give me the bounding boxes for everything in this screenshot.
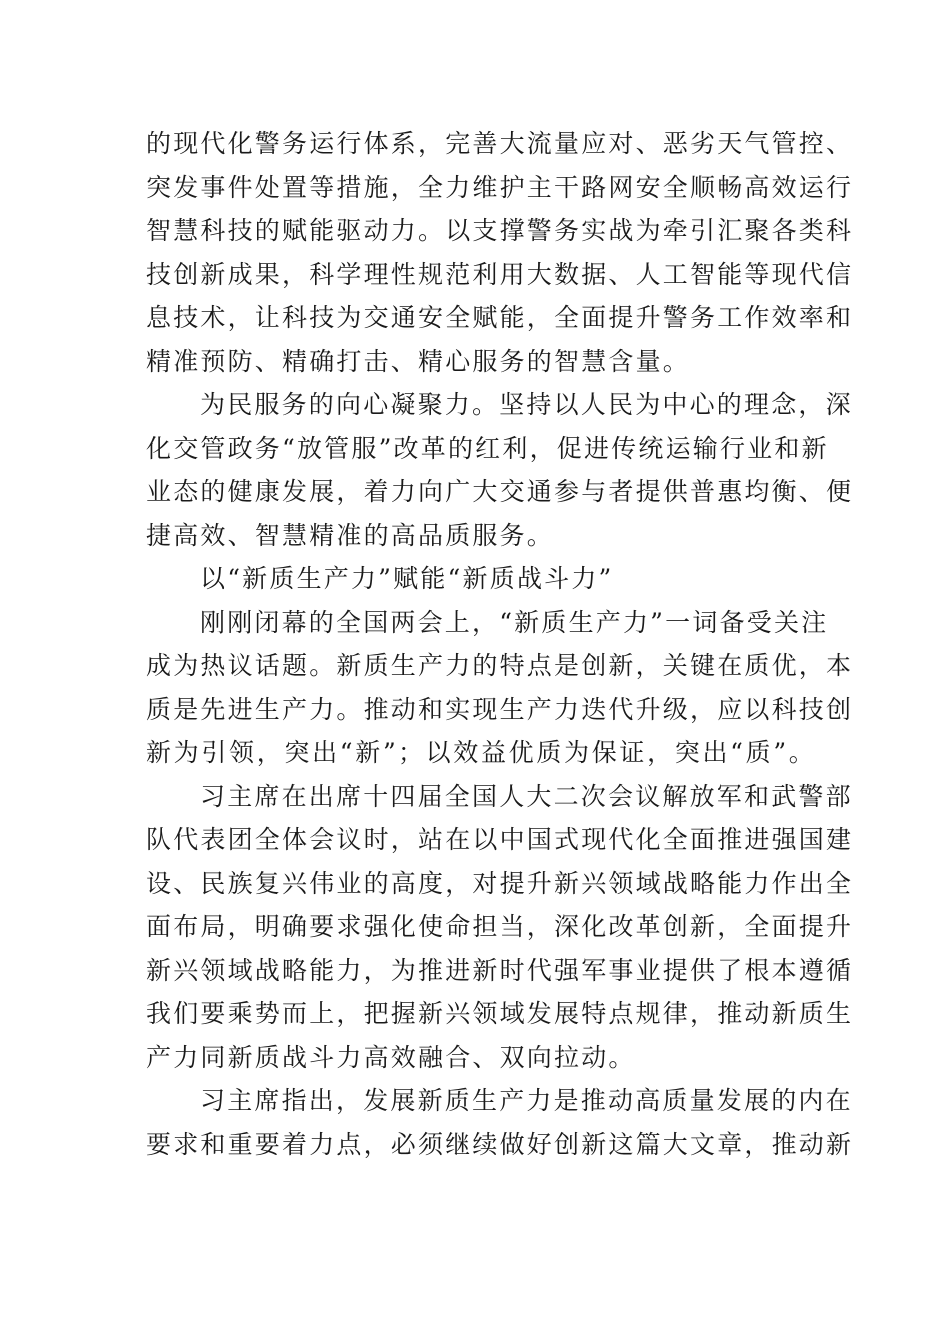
paragraph-first-line: 刚刚闭幕的全国两会上，“新质生产力”一词备受关注 bbox=[200, 607, 829, 637]
text-line: 精准预防、精确打击、精心服务的智慧含量。 bbox=[146, 346, 691, 376]
text-line: 队代表团全体会议时，站在以中国式现代化全面推进强国建 bbox=[146, 825, 854, 854]
text-line: 成为热议话题。新质生产力的特点是创新，关键在质优，本 bbox=[146, 651, 854, 680]
text-line: 的现代化警务运行体系，完善大流量应对、恶劣天气管控、 bbox=[146, 129, 854, 158]
text-line: 面布局，明确要求强化使命担当，深化改革创新，全面提升 bbox=[146, 912, 854, 941]
text-line: 捷高效、智慧精准的高品质服务。 bbox=[146, 520, 555, 550]
text-line: 产力同新质战斗力高效融合、双向拉动。 bbox=[146, 1042, 636, 1072]
text-line: 化交管政务“放管服”改革的红利，促进传统运输行业和新 bbox=[146, 433, 829, 463]
text-line: 息技术，让科技为交通安全赋能，全面提升警务工作效率和 bbox=[146, 303, 854, 332]
paragraph-first-line: 习主席在出席十四届全国人大二次会议解放军和武警部 bbox=[200, 781, 853, 811]
paragraph-first-line: 以“新质生产力”赋能“新质战斗力” bbox=[200, 564, 614, 593]
text-line: 新兴领域战略能力，为推进新时代强军事业提供了根本遵循 bbox=[146, 955, 854, 985]
text-line: 设、民族复兴伟业的高度，对提升新兴领域战略能力作出全 bbox=[146, 868, 854, 898]
text-line: 要求和重要着力点，必须继续做好创新这篇大文章，推动新 bbox=[146, 1129, 854, 1159]
paragraph-first-line: 为民服务的向心凝聚力。坚持以人民为中心的理念，深 bbox=[200, 390, 853, 419]
text-line: 突发事件处置等措施，全力维护主干路网安全顺畅高效运行 bbox=[146, 172, 854, 202]
document-body bbox=[146, 122, 854, 1166]
text-line: 技创新成果，科学理性规范利用大数据、人工智能等现代信 bbox=[146, 259, 854, 289]
paragraph-first-line: 习主席指出，发展新质生产力是推动高质量发展的内在 bbox=[200, 1086, 853, 1115]
text-line: 质是先进生产力。推动和实现生产力迭代升级，应以科技创 bbox=[146, 694, 854, 724]
text-line: 新为引领，突出“新”；以效益优质为保证，突出“质”。 bbox=[146, 738, 816, 767]
text-line: 业态的健康发展，着力向广大交通参与者提供普惠均衡、便 bbox=[146, 477, 854, 506]
text-line: 智慧科技的赋能驱动力。以支撑警务实战为牵引汇聚各类科 bbox=[146, 216, 854, 245]
text-line: 我们要乘势而上，把握新兴领域发展特点规律，推动新质生 bbox=[146, 999, 854, 1028]
